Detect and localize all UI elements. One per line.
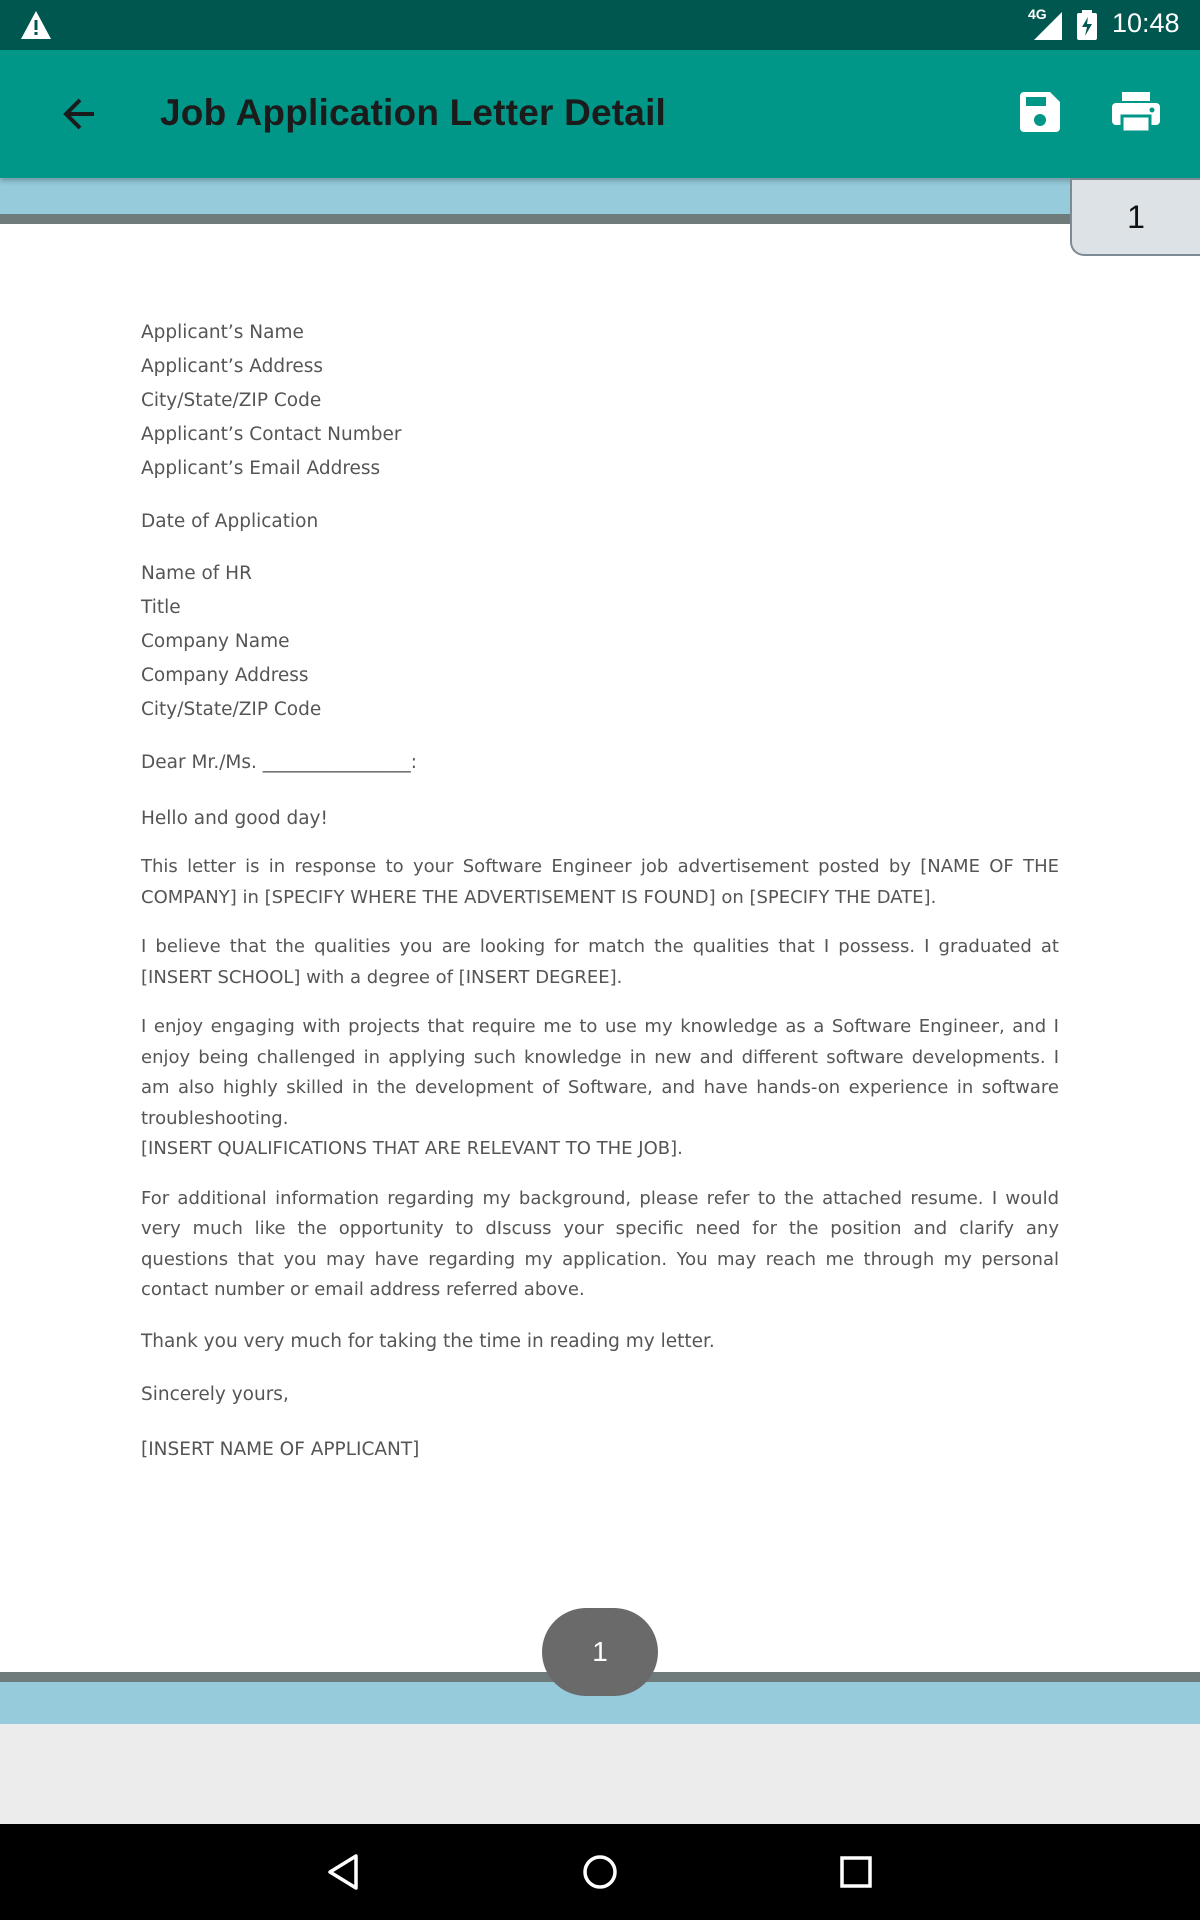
signature: [INSERT NAME OF APPLICANT]	[141, 1438, 420, 1460]
document-top-margin	[0, 178, 1200, 224]
salutation: Dear Mr./Ms. ________________:	[141, 752, 418, 773]
greeting: Hello and good day!	[141, 808, 328, 829]
applicant-email: Applicant’s Email Address	[141, 458, 381, 479]
document-page[interactable]	[0, 224, 1200, 1672]
network-type: 4G	[1028, 6, 1047, 22]
recipient-city: City/State/ZIP Code	[141, 699, 322, 720]
recipient-company-address: Company Address	[141, 665, 309, 686]
home-circle-icon[interactable]	[576, 1848, 624, 1896]
applicant-contact: Applicant’s Contact Number	[141, 424, 402, 445]
signal-icon	[1028, 10, 1062, 40]
recipient-block	[141, 557, 1059, 727]
application-date: Date of Application	[141, 511, 319, 532]
paragraph-4: For additional information regarding my background, please refer to the attached resume. I would very much like the opportunity to dIscuss your specific need for the position and clarify any questions that you may have regarding my application. You may reach me through my personal contact number or email address referred above.	[141, 1187, 1059, 1300]
page-number-bubble: 1	[542, 1608, 658, 1696]
closing: Sincerely yours,	[141, 1383, 289, 1405]
recipient-name: Name of HR	[141, 563, 252, 584]
applicant-address: Applicant’s Address	[141, 356, 323, 377]
battery-charging-icon	[1077, 10, 1097, 40]
paragraph-1: This letter is in response to your Software Engineer job advertisement posted by [NAME OF THE COMPANY] in [SPECIFY WHERE THE ADVERTISEMENT IS FOUND] on [SPECIFY THE DATE].	[141, 856, 1059, 908]
clock: 10:48	[1112, 8, 1180, 38]
applicant-city: City/State/ZIP Code	[141, 390, 322, 411]
warning-icon	[20, 10, 52, 40]
applicant-name: Applicant’s Name	[141, 322, 304, 343]
recents-square-icon[interactable]	[832, 1848, 880, 1896]
recipient-company: Company Name	[141, 631, 290, 652]
page-top-edge	[0, 214, 1200, 224]
applicant-block	[141, 316, 1059, 486]
page-indicator[interactable]: 1	[1070, 178, 1200, 256]
thanks-line: Thank you very much for taking the time in reading my letter.	[141, 1330, 715, 1352]
save-icon[interactable]	[1016, 88, 1064, 136]
recipient-title: Title	[141, 597, 181, 618]
print-icon[interactable]	[1110, 88, 1162, 136]
back-arrow-icon[interactable]	[56, 90, 104, 138]
page-title: Job Application Letter Detail	[160, 92, 667, 133]
letter-body	[141, 316, 1059, 1467]
status-bar	[0, 0, 1200, 50]
paragraph-3-qualifications: [INSERT QUALIFICATIONS THAT ARE RELEVANT TO THE JOB].	[141, 1138, 683, 1159]
paragraph-3: I enjoy engaging with projects that require me to use my knowledge as a Software Engineer, and I enjoy being challenged in applying such knowledge in new and different software developments. I am also highly skilled in the development of Software, and have hands-on experience in software troubleshooting.	[141, 1016, 1059, 1129]
app-bar	[0, 50, 1200, 178]
back-triangle-icon[interactable]	[320, 1848, 368, 1896]
system-nav-bar	[0, 1824, 1200, 1920]
paragraph-2: I believe that the qualities you are looking for match the qualities that I possess. I graduated at [INSERT SCHOOL] with a degree of [INSERT DEGREE].	[141, 936, 1059, 988]
